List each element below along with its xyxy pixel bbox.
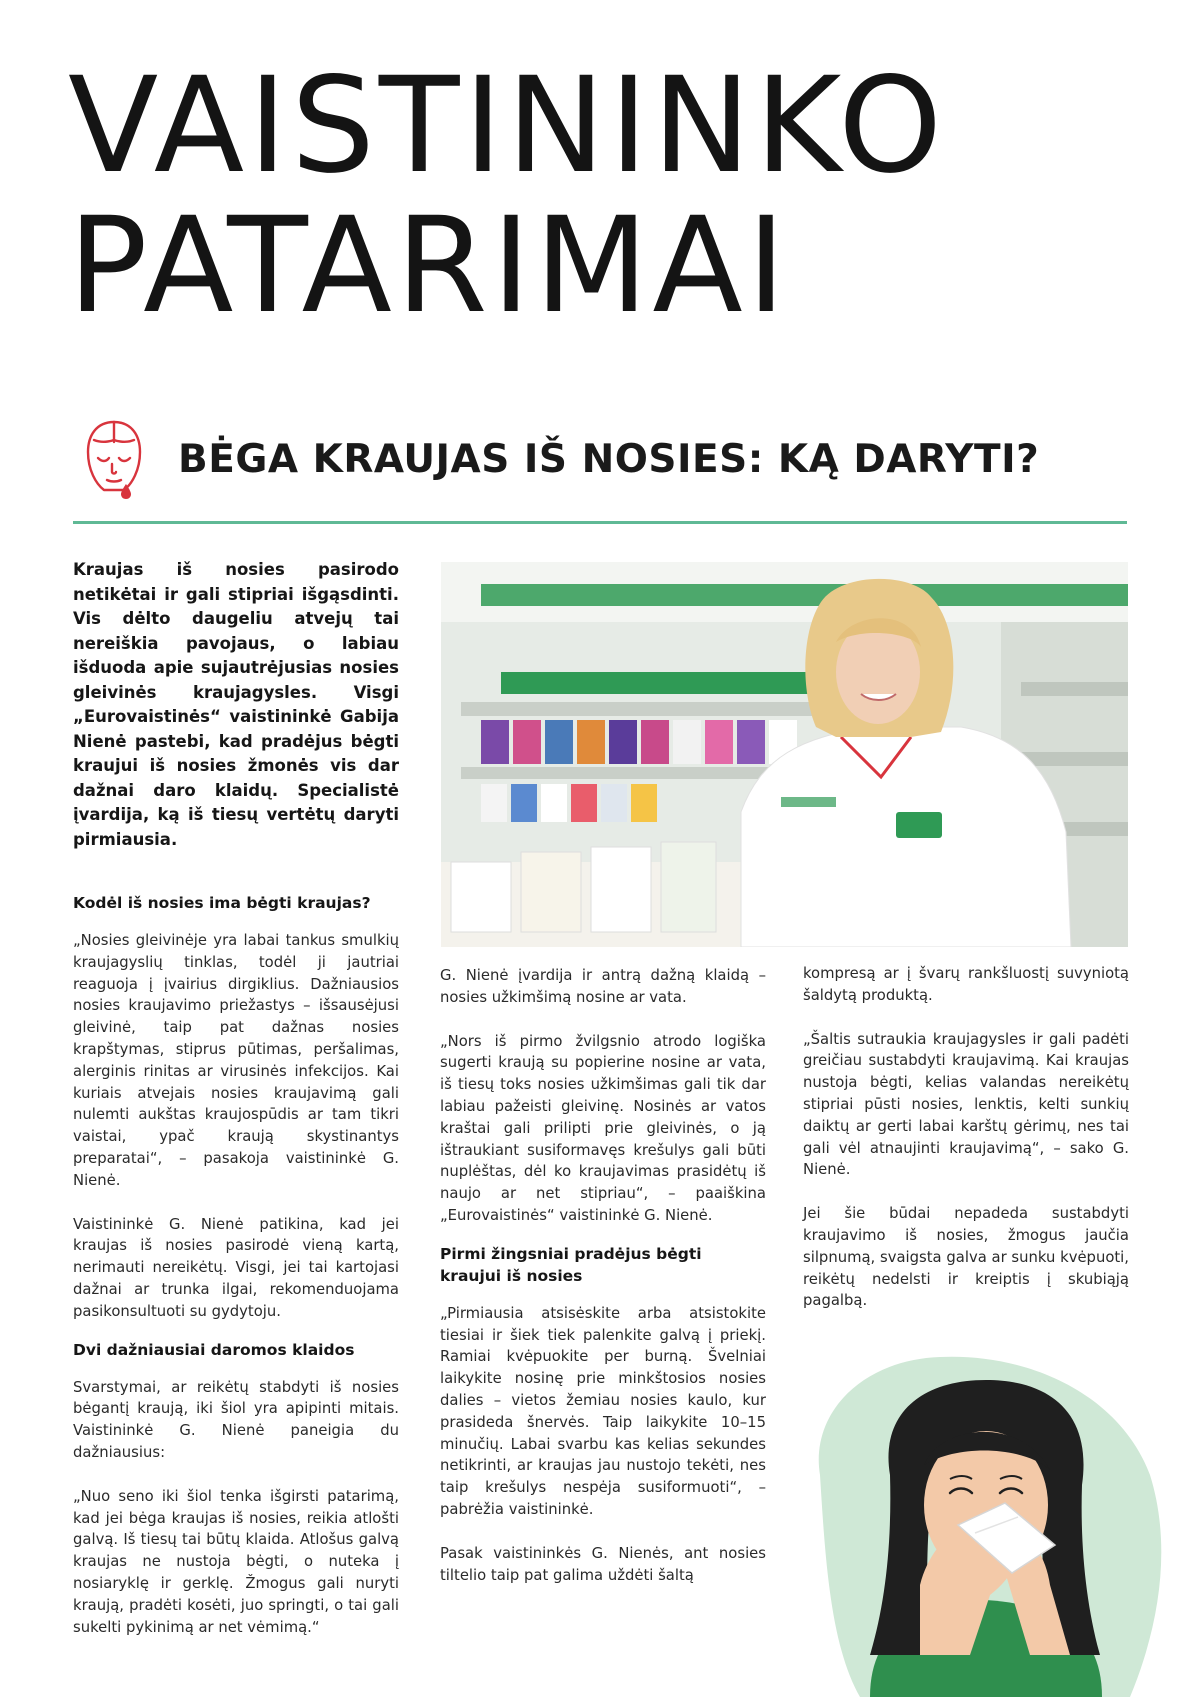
paragraph: G. Nienė įvardija ir antrą dažną klaidą – nosies užkimšimą nosine ar vata. [440, 967, 766, 1006]
paragraph: Vaistininkė G. Nienė patikina, kad jei kraujas iš nosies pasirodė vieną kartą, nerimauti nereikėtų. Visgi, jei tai kartojasi dažnai ar trunka ilgai, rekomenduojama pasikonsultuoti su gydytoju. [73, 1215, 399, 1320]
subheading-first-steps: Pirmi žingsniai pradėjus bėgti kraujui iš nosies [440, 1244, 702, 1285]
photo-image [441, 562, 1128, 947]
paragraph: Pasak vaistininkės G. Nienės, ant nosies tiltelio taip pat galima uždėti šaltą [440, 1544, 766, 1584]
paragraph: „Šaltis sutraukia kraujagysles ir gali padėti greičiau sustabdyti kraujavimą. Kai kraujas nustoja bėgti, kelias valandas nereikėtų stipriai pūsti nosies, lenktis, kelti sunkių daiktų ar gerti labai karštų gėrimų, nes tai gali vėl atnaujinti kraujavimą“, – sako G. Nienė. [803, 1030, 1129, 1179]
pharmacist-photo [441, 562, 1128, 947]
section-title: BĖGA KRAUJAS IŠ NOSIES: KĄ DARYTI? [178, 437, 1040, 482]
paragraph: „Nuo seno iki šiol tenka išgirsti patarimą, kad jei bėga kraujas iš nosies, reikia atlošti galvą. Iš tiesų tai būtų klaida. Atlošus galvą kraujas ne nustoja bėgti, o nuteka į nosiaryklę ir gerklę. Žmogus gali nuryti kraują, pradėti kosėti, juo springti, o tai gali sukelti pykinimą ar net vėmimą.“ [73, 1487, 399, 1636]
paragraph: Jei šie būdai nepadeda sustabdyti kraujavimo iš nosies, žmogus jaučia silpnumą, svaigsta galva ar sunku kvėpuoti, reikėtų nedelsti ir kreiptis į skubiąją pagalbą. [803, 1205, 1129, 1310]
paragraph: Svarstymai, ar reikėtų stabdyti iš nosies bėgantį kraują, iki šiol yra apipinti mitais. Vaistininkė G. Nienė paneigia du dažniausius: [73, 1378, 399, 1461]
subheading-common-mistakes: Dvi dažniausiai daromos klaidos [73, 1340, 355, 1359]
subheading-why-bleeding: Kodėl iš nosies ima bėgti kraujas? [73, 894, 371, 912]
section-divider [73, 521, 1127, 524]
woman-blowing-nose-illustration [800, 1355, 1172, 1697]
column-2 [440, 965, 766, 1608]
paragraph: „Nosies gleivinėje yra labai tankus smulkių kraujagyslių tinklas, todėl ji jautriai reaguoja į įvairius dirgiklius. Dažniausios nosies kraujavimo priežastys – išsausėjusi gleivinė, taip pat dažnas nosies krapštymas, stiprus pūtimas, peršalimas, alerginis rinitas ar virusinės infekcijos. Kai kuriais atvejais nosies kraujavimą gali nulemti aukštas kraujospūdis ar tam tikri vaistai, ypač kraują skystinantys preparatai“, – pasakoja vaistininkė G. Nienė. [73, 932, 399, 1189]
face-nosebleed-icon [82, 418, 146, 502]
column-1 [73, 558, 399, 1660]
lead-paragraph: Kraujas iš nosies pasirodo netikėtai ir gali stipriai išgąsdinti. Vis dėlto daugeliu atvejų tai nereiškia pavojaus, o labiau išduoda apie sujautrėjusias nosies gleivinės kraujagysles. Visgi „Eurovaistinės“ vaistininkė Gabija Nienė pastebi, kad pradėjus bėgti kraujui iš nosies žmonės vis dar dažnai daro klaidų. Specialistė įvardija, ką iš tiesų vertėtų daryti pirmiausia. [73, 560, 399, 849]
title-line-2: PATARIMAI [68, 189, 790, 343]
title-line-1: VAISTININKO [68, 49, 947, 203]
page-title [68, 49, 1168, 343]
column-3 [803, 963, 1129, 1334]
paragraph: „Pirmiausia atsisėskite arba atsistokite tiesiai ir šiek tiek palenkite galvą į priekį. Ramiai kvėpuokite per burną. Švelniai laikykite nosinę prie minkštosios nosies dalies – vietos žemiau nosies kaulo, kur prasideda šnervės. Taip laikykite 10–15 minučių. Labai svarbu kas kelias sekundes netikrinti, ar kraujas jau nustojo tekėti, nes taip krešulys nespėja susiformuoti“, – pabrėžia vaistininkė. [440, 1304, 766, 1518]
paragraph: kompresą ar į švarų rankšluostį suvyniotą šaldytą produktą. [803, 965, 1129, 1004]
paragraph: „Nors iš pirmo žvilgsnio atrodo logiška sugerti kraują su popierine nosine ar vata, iš tiesų toks nosies užkimšimas gali tik dar labiau pažeisti gleivinę. Nosinės ar vatos kraštai gali prilipti prie gleivinės, o ją ištraukiant susiformavęs krešulys gali būti nuplėštas, dėl ko kraujavimas prasidėtų iš naujo ar net stipriau“, – paaiškina „Eurovaistinės“ vaistininkė G. Nienė. [440, 1032, 766, 1224]
